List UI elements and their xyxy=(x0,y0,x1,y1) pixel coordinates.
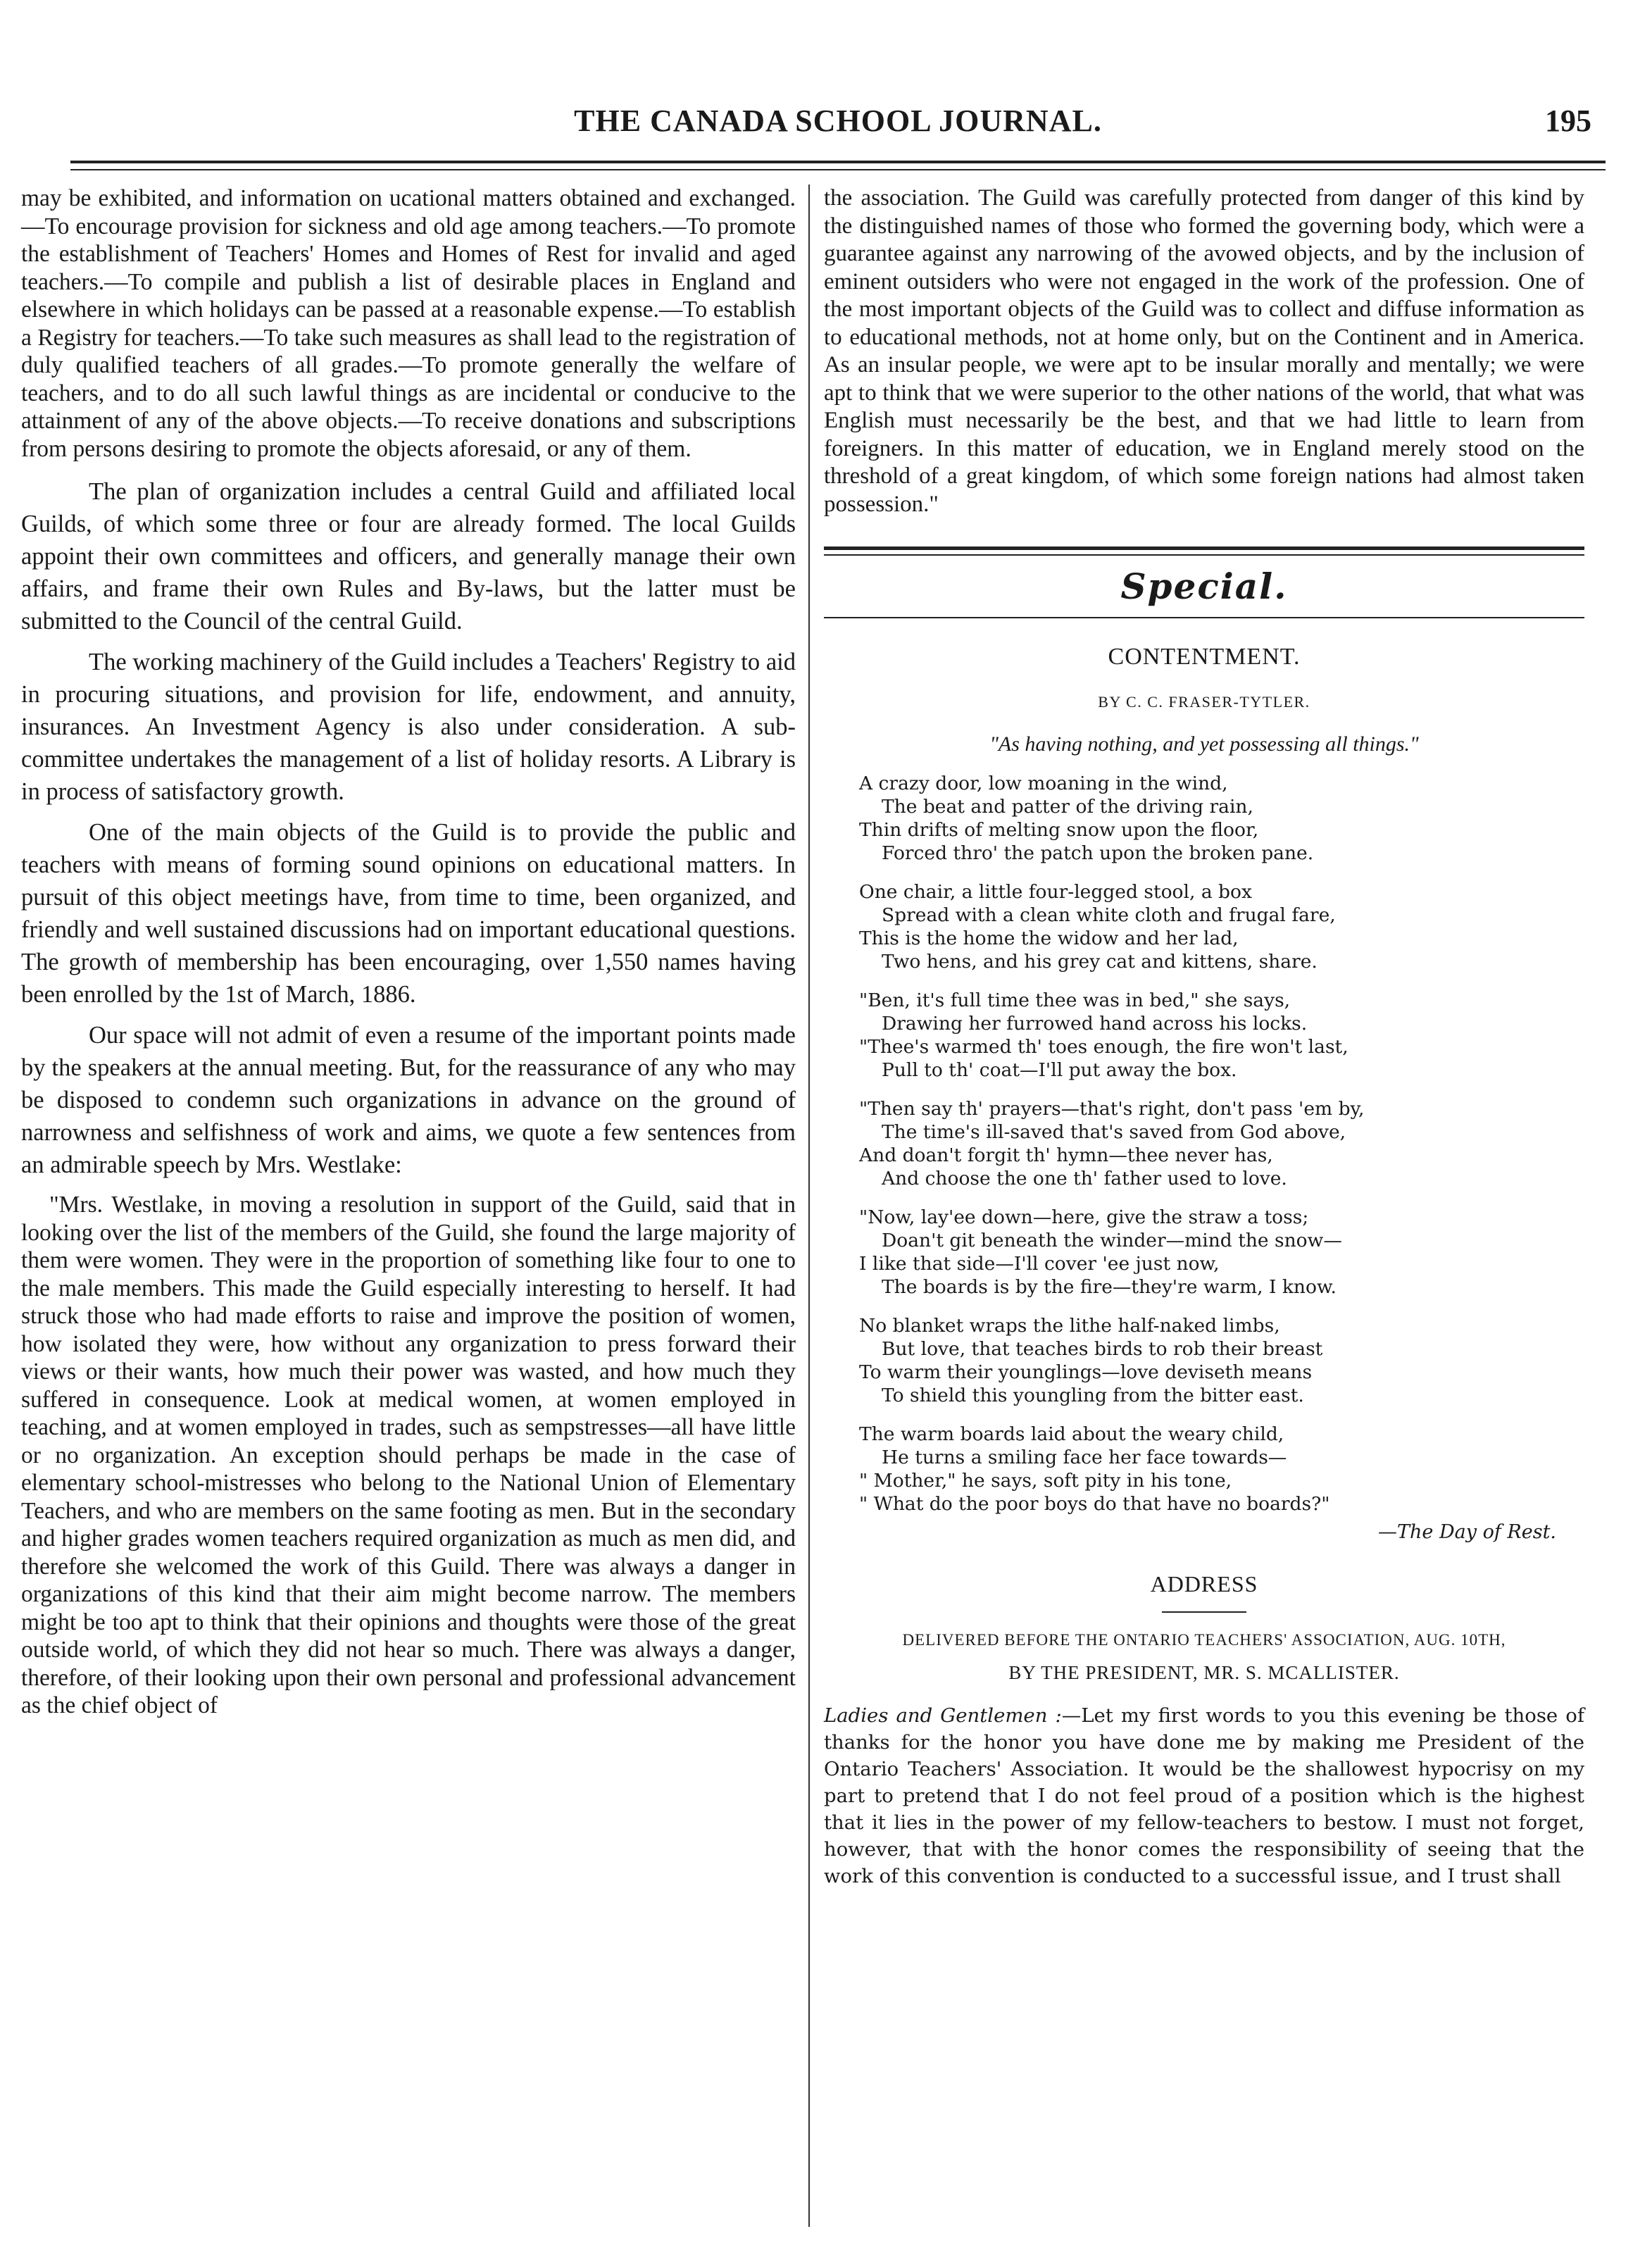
address-text: —Let my first words to you this evening be those of thanks for the honor you have done me by making me President of the Ontario Teachers' Association. It would be the shallowest hypocrisy on my part to pretend that I do not feel proud of a position which is the highest that it lies in the power of my fellow-teachers to bestow. I must not forget, however, that with the honor comes the responsibility of seeing that the work of this convention is conducted to a successful issue, and I trust shall xyxy=(824,1704,1584,1887)
poem-line: "Thee's warmed th' toes enough, the fire won't last, xyxy=(859,1036,1348,1058)
paragraph: One of the main objects of the Guild is to provide the public and teachers with means of forming sound opinions on educational matters. In pursuit of this object meetings have, from time to time, been organized, and friendly and well sustained discussions had on important educational questions. The growth of membership has been encouraging, over 1,550 names having been enrolled by the 1st of March, 1886. xyxy=(21,819,796,1008)
poem-line: And doan't forgit th' hymn—thee never has, xyxy=(859,1144,1273,1166)
poem-stanza xyxy=(859,880,1584,973)
poem-line: But love, that teaches birds to rob their breast xyxy=(882,1338,1323,1360)
address-body xyxy=(824,1702,1584,1890)
poem-line: I like that side—I'll cover 'ee just now, xyxy=(859,1253,1220,1275)
poem-line: He turns a smiling face her face towards— xyxy=(882,1447,1287,1468)
poem-line: No blanket wraps the lithe half-naked limbs, xyxy=(859,1315,1280,1337)
poem-stanza xyxy=(859,1206,1584,1299)
poem-line: Thin drifts of melting snow upon the floor, xyxy=(859,819,1259,841)
poem-line: "Then say th' prayers—that's right, don't pass 'em by, xyxy=(859,1098,1365,1120)
poem-line: To shield this youngling from the bitter east. xyxy=(882,1385,1304,1406)
address-salutation: Ladies and Gentlemen : xyxy=(824,1704,1062,1727)
poem-stanza xyxy=(859,1314,1584,1407)
section-rule-thin xyxy=(824,554,1584,556)
poem-line: One chair, a little four-legged stool, a box xyxy=(859,881,1252,903)
poem-line: A crazy door, low moaning in the wind, xyxy=(859,773,1228,794)
poem-line: The warm boards laid about the weary child, xyxy=(859,1423,1284,1445)
page-number: 195 xyxy=(1545,104,1591,138)
column-divider xyxy=(808,185,810,2227)
header-rule xyxy=(70,161,1606,163)
poem-stanza xyxy=(859,1423,1584,1516)
address-president: BY THE PRESIDENT, MR. S. MCALLISTER. xyxy=(1008,1662,1400,1683)
poem-line: To warm their younglings—love deviseth means xyxy=(859,1361,1313,1383)
address-subtitle: DELIVERED BEFORE THE ONTARIO TEACHERS' ASSOCIATION, AUG. 10TH, xyxy=(902,1631,1506,1649)
section-rule-bottom xyxy=(824,617,1584,618)
quote-continuation: the association. The Guild was carefully protected from danger of this kind by the distinguished names of those who formed the governing body, which were a guarantee against any narrowing of the avowed objects, and by the inclusion of eminent outsiders who were not engaged in the work of the profession. One of the most important objects of the Guild was to collect and diffuse information as to educational methods, not at home only, but on the Continent and in America. As an insular people, we were apt to be insular morally and mentally; we were apt to think that we were superior to the other nations of the world, that what was English must necessarily be the best, and that we had little to learn from foreigners. In this matter of education, we in England merely stood on the threshold of a great kingdom, of which some foreign nations had almost taken possession." xyxy=(824,185,1584,517)
poem-byline: BY C. C. FRASER-TYTLER. xyxy=(1098,693,1310,711)
poem-line: The time's ill-saved that's saved from God above, xyxy=(882,1121,1346,1143)
poem-epigraph: "As having nothing, and yet possessing all things." xyxy=(989,732,1419,756)
section-rule xyxy=(824,547,1584,550)
poem-attribution: —The Day of Rest. xyxy=(1378,1521,1556,1543)
poem-title: CONTENTMENT. xyxy=(1108,644,1301,670)
poem-line: Pull to th' coat—I'll put away the box. xyxy=(882,1059,1237,1081)
right-column xyxy=(824,185,1584,2211)
paragraph: Our space will not admit of even a resume of the important points made by the speakers at the annual meeting. But, for the reassurance of any who may be disposed to condemn such organizations in advance on the ground of narrowness and selfishness of work and aims, we quote a few sentences from an admirable speech by Mrs. Westlake: xyxy=(21,1022,796,1178)
poem-line: Drawing her furrowed hand across his locks. xyxy=(882,1013,1308,1035)
poem-line: "Now, lay'ee down—here, give the straw a toss; xyxy=(859,1206,1309,1228)
address-title: ADDRESS xyxy=(1150,1571,1258,1597)
poem-line: Spread with a clean white cloth and frugal fare, xyxy=(882,904,1336,926)
running-title: THE CANADA SCHOOL JOURNAL. xyxy=(574,104,1102,138)
section-heading: Special. xyxy=(1120,566,1288,607)
poem-line: The boards is by the fire—they're warm, I know. xyxy=(882,1276,1337,1298)
poem-line: Forced thro' the patch upon the broken pane. xyxy=(882,842,1314,864)
poem-line: " Mother," he says, soft pity in his tone, xyxy=(859,1470,1232,1492)
paragraph: The plan of organization includes a central Guild and affiliated local Guilds, of which some three or four are already formed. The local Guilds appoint their own committees and officers, and generally manage their own affairs, and frame their own Rules and By-laws, but the latter must be submitted to the Council of the central Guild. xyxy=(21,478,796,635)
header-rule-thin xyxy=(70,169,1606,170)
paragraph: The working machinery of the Guild includes a Teachers' Registry to aid in procuring situations, and provision for life, endowment, and annuity, insurances. An Investment Agency is also under consideration. A sub-committee undertakes the management of a list of holiday resorts. A Library is in process of satisfactory growth. xyxy=(21,649,796,805)
poem-stanza xyxy=(859,989,1584,1082)
poem-line: This is the home the widow and her lad, xyxy=(859,928,1239,949)
poem-line: " What do the poor boys do that have no boards?" xyxy=(859,1493,1330,1515)
poem-stanza xyxy=(859,772,1584,865)
guild-objects-quote: may be exhibited, and information on ucational matters obtained and exchanged.—To encourage provision for sickness and old age among teachers.—To promote the establishment of Teachers' Homes and Homes of Rest for invalid and aged teachers.—To compile and publish a list of desirable places in England and elsewhere in which holidays can be passed at a reasonable expense.—To establish a Registry for teachers.—To take such measures as shall lead to the registration of duly qualified teachers of all grades.—To promote generally the welfare of teachers, and to do all such lawful things as are incidental or conducive to the attainment of any of the above objects.—To receive donations and subscriptions from persons desiring to promote the objects aforesaid, or any of them. xyxy=(21,185,796,462)
poem-line: The beat and patter of the driving rain, xyxy=(882,796,1253,818)
address-rule xyxy=(1162,1611,1246,1613)
page-header xyxy=(70,99,1606,148)
poem-line: Doan't git beneath the winder—mind the snow— xyxy=(882,1230,1342,1251)
westlake-quote: "Mrs. Westlake, in moving a resolution in support of the Guild, said that in looking over the list of the members of the Guild, she found the large majority of them were women. They were in the proportion of something like four to one to the male members. This made the Guild especially interesting to herself. It had struck those who had made efforts to raise and improve the position of women, how isolated they were, how without any organization to press forward their views or their wants, how much their power was wasted, and how much they suffered in consequence. Look at medical women, at women employed in teaching, and at women employed in trades, such as sempstresses—all have little or no organization. An exception should perhaps be made in the case of elementary school-mistresses who belong to the National Union of Elementary Teachers, and who are members on the same footing as men. But in the secondary and higher grades women teachers required organization as much as men did, and therefore she welcomed the work of this Guild. There was always a danger in organizations of this kind that their aim might become narrow. The members might be too apt to think that their opinions and thoughts were those of the great outside world, of which they did not hear so much. There was always a danger, therefore, of their looking upon their own personal and professional advancement as the chief object of xyxy=(21,1192,796,1718)
poem-line: And choose the one th' father used to love. xyxy=(882,1168,1287,1189)
poem-line: "Ben, it's full time thee was in bed," she says, xyxy=(859,989,1291,1011)
poem-line: Two hens, and his grey cat and kittens, share. xyxy=(882,951,1318,973)
left-column xyxy=(21,185,796,2211)
poem-stanza xyxy=(859,1097,1584,1190)
